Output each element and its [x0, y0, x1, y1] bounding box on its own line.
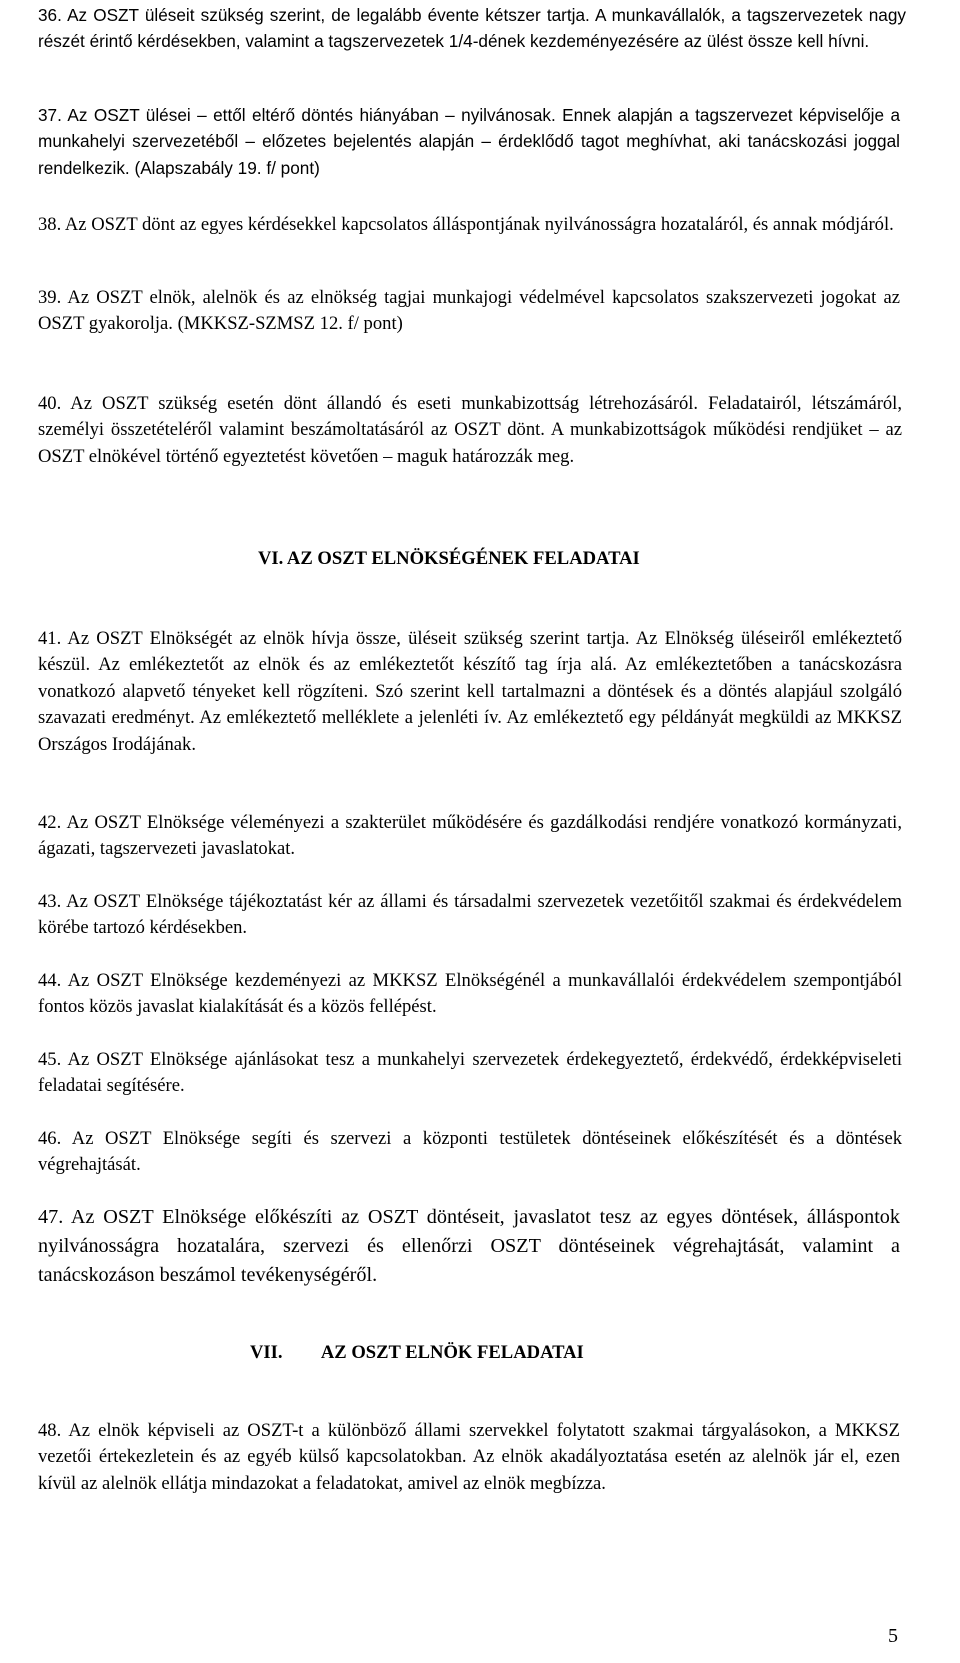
paragraph-45 — [38, 1047, 902, 1100]
paragraph-text: Az OSZT Elnöksége előkészíti az OSZT döntéseit, javaslatot tesz az egyes döntések, álláspontok nyilvánosságra hozatalára, szervezi és ellenőrzi OSZT döntéseinek végrehajtását, valamint a tanácskozáson beszámol tevékenységéről. — [38, 1206, 900, 1286]
paragraph-number: 41. — [38, 628, 62, 649]
paragraph-47 — [38, 1203, 900, 1290]
paragraph-37 — [38, 102, 900, 181]
paragraph-text: Az OSZT Elnöksége segíti és szervezi a központi testületek döntéseinek előkészítését és a döntések végrehajtását. — [38, 1128, 903, 1176]
paragraph-number: 45. — [38, 1049, 62, 1070]
paragraph-number: 48. — [38, 1420, 62, 1441]
paragraph-number: 44. — [38, 970, 62, 991]
paragraph-text: Az OSZT Elnökségét az elnök hívja össze, üléseit szükség szerint tartja. Az Elnökség üléseiről emlékeztető készül. Az emlékeztetőt az elnök és az emlékeztetőt készítő tag írja alá. Az emlékeztetőben a tanácskozásra vonatkozó alapvető tényeket kell rögzíteni. Szó szerint kell tartalmazni a döntések és a döntés alapjául szolgáló szavazati eredményt. Az emlékeztető melléklete a jelenléti ív. Az emlékeztető egy példányát megküldi az MKKSZ Országos Irodájának. — [38, 628, 902, 755]
paragraph-44 — [38, 968, 902, 1021]
section-title: AZ OSZT ELNÖK FELADATAI — [320, 1342, 584, 1363]
paragraph-number: 38. — [38, 214, 62, 235]
paragraph-36 — [38, 2, 906, 55]
paragraph-46 — [38, 1126, 902, 1179]
page-number: 5 — [888, 1625, 898, 1647]
paragraph-number: 36. — [38, 5, 62, 25]
paragraph-48 — [38, 1418, 900, 1497]
section-heading-vi: VI. AZ OSZT ELNÖKSÉGÉNEK FELADATAI — [258, 548, 640, 569]
paragraph-number: 43. — [38, 891, 62, 912]
paragraph-38 — [38, 212, 902, 238]
paragraph-text: Az OSZT dönt az egyes kérdésekkel kapcsolatos álláspontjának nyilvánosságra hozataláról, és annak módjáról. — [64, 214, 894, 235]
section-number: VII. — [250, 1342, 283, 1363]
paragraph-number: 46. — [38, 1128, 62, 1149]
paragraph-text: Az OSZT Elnöksége tájékoztatást kér az állami és társadalmi szervezetek vezetőitől szakmai és érdekvédelem körébe tartozó kérdésekben. — [38, 891, 902, 939]
section-heading-vii — [250, 1342, 584, 1364]
paragraph-text: Az OSZT ülései – ettől eltérő döntés hiányában – nyilvánosak. Ennek alapján a tagszervezet képviselője a munkahelyi szervezetéből – előzetes bejelentés alapján – érdeklődő tagot meghívhat, aki tanácskozási joggal rendelkezik. (Alapszabály 19. f/ pont) — [38, 105, 901, 178]
paragraph-text: Az OSZT elnök, alelnök és az elnökség tagjai munkajogi védelmével kapcsolatos szakszervezeti jogokat az OSZT gyakorolja. (MKKSZ-SZMSZ 12. f/ pont) — [38, 287, 900, 335]
paragraph-40 — [38, 391, 902, 470]
paragraph-43 — [38, 889, 902, 942]
paragraph-41 — [38, 626, 902, 758]
paragraph-number: 40. — [38, 393, 62, 414]
paragraph-number: 42. — [38, 812, 62, 833]
paragraph-text: Az OSZT Elnöksége véleményezi a szakterület működésére és gazdálkodási rendjére vonatkozó kormányzati, ágazati, tagszervezeti javaslatokat. — [38, 812, 902, 860]
paragraph-text: Az OSZT Elnöksége ajánlásokat tesz a munkahelyi szervezetek érdekegyeztető, érdekvédő, érdekképviseleti feladatai segítésére. — [38, 1049, 902, 1097]
paragraph-number: 37. — [38, 105, 62, 125]
paragraph-39 — [38, 285, 900, 338]
paragraph-text: Az OSZT Elnöksége kezdeményezi az MKKSZ Elnökségénél a munkavállalói érdekvédelem szempontjából fontos közös javaslat kialakítását és a közös fellépést. — [38, 970, 902, 1018]
paragraph-number: 47. — [38, 1206, 64, 1228]
paragraph-text: Az OSZT üléseit szükség szerint, de legalább évente kétszer tartja. A munkavállalók, a tagszervezetek nagy részét érintő kérdésekben, valamint a tagszervezetek 1/4-dének kezdeményezésére az ülést össze kell hívni. — [38, 5, 906, 52]
paragraph-text: Az OSZT szükség esetén dönt állandó és eseti munkabizottság létrehozásáról. Feladatairól, létszámáról, személyi összetételéről valamint beszámoltatásáról az OSZT dönt. A munkabizottságok működési rendjüket – az OSZT elnökével történő egyeztetést követően – maguk határozzák meg. — [38, 393, 902, 467]
paragraph-42 — [38, 810, 902, 863]
paragraph-text: Az elnök képviseli az OSZT-t a különböző állami szervekkel folytatott szakmai tárgyalásokon, a MKKSZ vezetői értekezletein és az egyéb külső kapcsolatokban. Az elnök akadályoztatása esetén az alelnök jár el, ezen kívül az alelnök ellátja mindazokat a feladatokat, amivel az elnök megbízza. — [38, 1420, 900, 1494]
paragraph-number: 39. — [38, 287, 62, 308]
